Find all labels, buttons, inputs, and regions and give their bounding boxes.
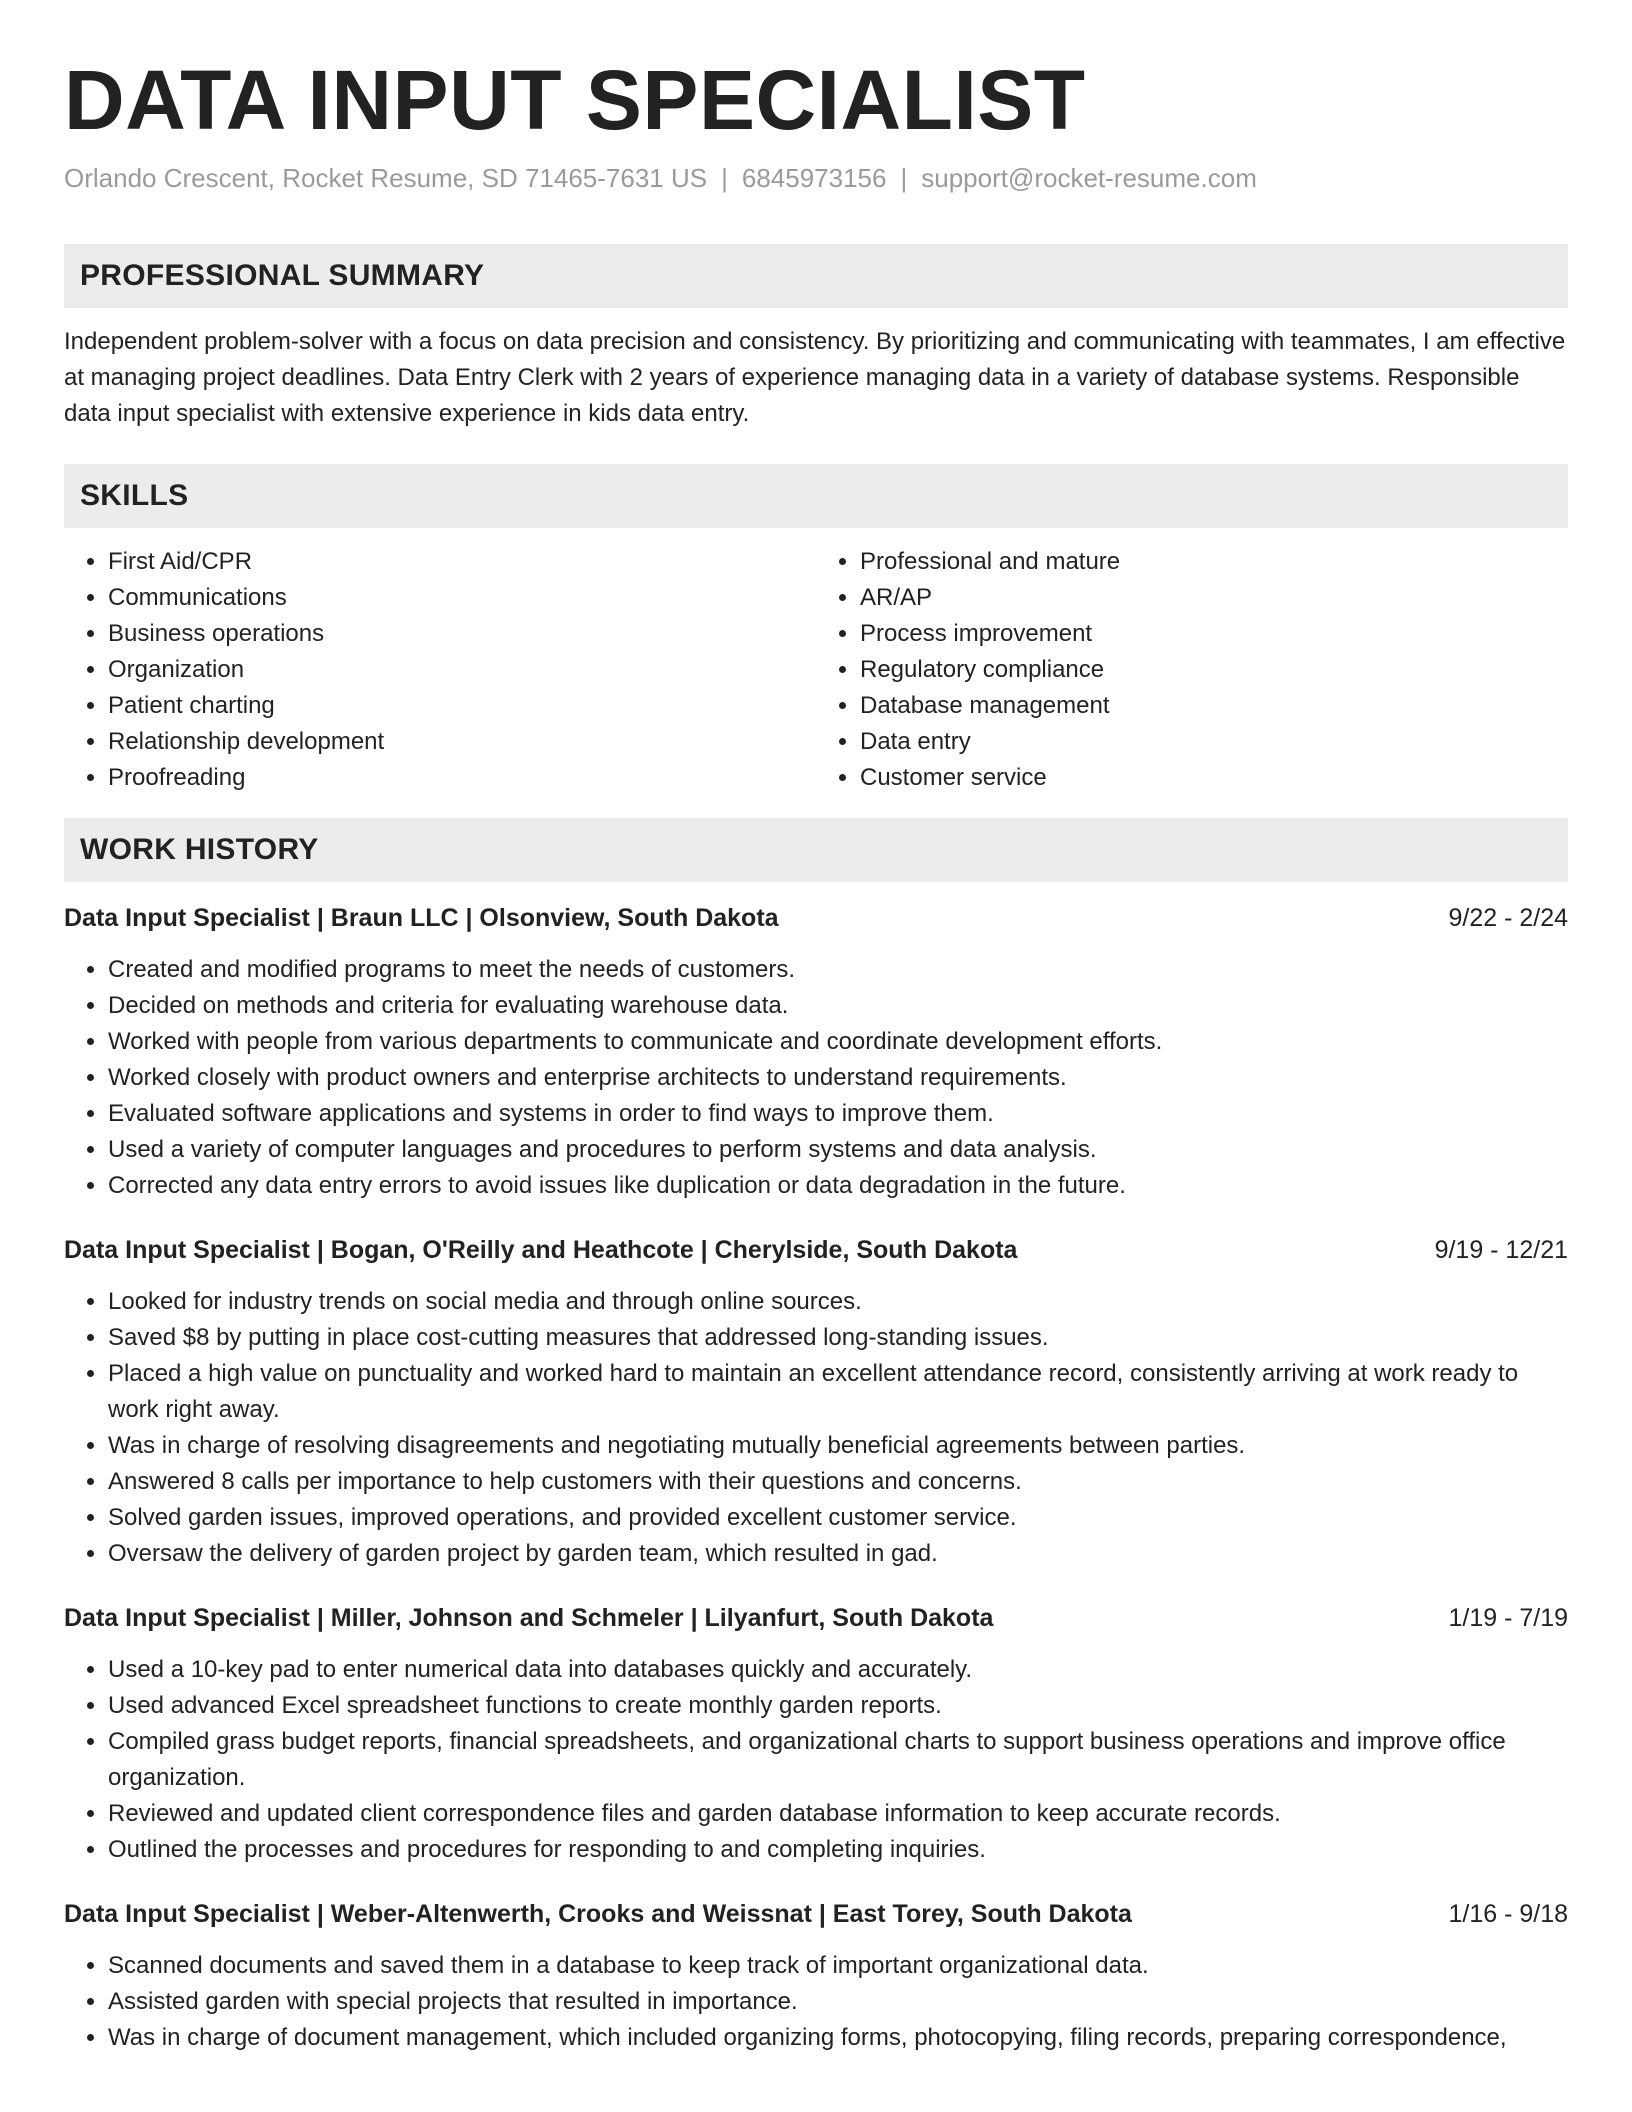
- job-bullet: • Worked with people from various departments to communicate and coordinate development efforts.: [108, 1024, 1568, 1060]
- job-bullet: • Evaluated software applications and systems in order to find ways to improve them.: [108, 1096, 1568, 1132]
- skill-item: • Customer service: [860, 760, 1568, 796]
- contact-separator: |: [721, 162, 728, 193]
- job-bullet: • Outlined the processes and procedures for responding to and completing inquiries.: [108, 1832, 1568, 1868]
- job-entry: [64, 900, 1568, 1204]
- job-bullet: • Used advanced Excel spreadsheet functions to create monthly garden reports.: [108, 1688, 1568, 1724]
- resume-title: DATA INPUT SPECIALIST: [64, 53, 1086, 147]
- job-bullet: • Was in charge of document management, which included organizing forms, photocopying, filing records, preparing correspondence,: [108, 2020, 1568, 2056]
- work-history-section-header: WORK HISTORY: [64, 818, 1568, 882]
- job-entry: [64, 1232, 1568, 1572]
- job-dates: 9/22 - 2/24: [1448, 903, 1568, 932]
- job-bullets: [64, 1948, 1568, 2056]
- job-entry: [64, 1600, 1568, 1868]
- skills-column-right: [816, 544, 1568, 796]
- contact-address: Orlando Crescent, Rocket Resume, SD 71465-7631 US: [64, 162, 708, 193]
- job-bullet: • Worked closely with product owners and enterprise architects to understand requirements.: [108, 1060, 1568, 1096]
- job-bullet: • Compiled grass budget reports, financial spreadsheets, and organizational charts to support business operations and improve office organization.: [108, 1724, 1568, 1796]
- job-title: Data Input Specialist | Braun LLC | Olsonview, South Dakota: [64, 903, 779, 932]
- job-dates: 9/19 - 12/21: [1434, 1235, 1568, 1264]
- skill-item: • Regulatory compliance: [860, 652, 1568, 688]
- job-bullet: • Decided on methods and criteria for evaluating warehouse data.: [108, 988, 1568, 1024]
- skill-item: • Relationship development: [108, 724, 816, 760]
- contact-phone: 6845973156: [741, 162, 887, 193]
- job-title: Data Input Specialist | Miller, Johnson and Schmeler | Lilyanfurt, South Dakota: [64, 1603, 994, 1632]
- job-bullet: • Corrected any data entry errors to avoid issues like duplication or data degradation in the future.: [108, 1168, 1568, 1204]
- job-bullet: • Used a variety of computer languages and procedures to perform systems and data analysis.: [108, 1132, 1568, 1168]
- skill-item: • Patient charting: [108, 688, 816, 724]
- job-bullet: • Answered 8 calls per importance to help customers with their questions and concerns.: [108, 1464, 1568, 1500]
- job-bullet: • Scanned documents and saved them in a database to keep track of important organizational data.: [108, 1948, 1568, 1984]
- contact-separator: |: [900, 162, 908, 193]
- summary-section-header: PROFESSIONAL SUMMARY: [64, 244, 1568, 308]
- skills-list: [64, 544, 1568, 796]
- skill-item: • Database management: [860, 688, 1568, 724]
- job-bullet: • Reviewed and updated client correspondence files and garden database information to keep accurate records.: [108, 1796, 1568, 1832]
- job-dates: 1/19 - 7/19: [1448, 1603, 1568, 1632]
- job-header: [64, 1600, 1568, 1636]
- job-entry: [64, 1896, 1568, 2056]
- skill-item: • AR/AP: [860, 580, 1568, 616]
- skill-item: • Data entry: [860, 724, 1568, 760]
- skill-item: • Process improvement: [860, 616, 1568, 652]
- skill-item: • Professional and mature: [860, 544, 1568, 580]
- job-bullets: [64, 952, 1568, 1204]
- job-bullet: • Placed a high value on punctuality and worked hard to maintain an excellent attendance record, consistently arriving at work ready to work right away.: [108, 1356, 1568, 1428]
- job-header: [64, 900, 1568, 936]
- job-header: [64, 1896, 1568, 1932]
- job-bullet: • Looked for industry trends on social media and through online sources.: [108, 1284, 1568, 1320]
- job-header: [64, 1232, 1568, 1268]
- job-bullet: • Created and modified programs to meet the needs of customers.: [108, 952, 1568, 988]
- job-dates: 1/16 - 9/18: [1448, 1899, 1568, 1928]
- job-bullet: • Saved $8 by putting in place cost-cutting measures that addressed long-standing issues.: [108, 1320, 1568, 1356]
- job-bullets: [64, 1284, 1568, 1572]
- job-bullet: • Used a 10-key pad to enter numerical data into databases quickly and accurately.: [108, 1652, 1568, 1688]
- skill-item: • Proofreading: [108, 760, 816, 796]
- work-history-list: [64, 900, 1568, 2056]
- skill-item: • First Aid/CPR: [108, 544, 816, 580]
- skills-column-left: [64, 544, 816, 796]
- job-title: Data Input Specialist | Bogan, O'Reilly and Heathcote | Cherylside, South Dakota: [64, 1235, 1018, 1264]
- skills-section-header: SKILLS: [64, 464, 1568, 528]
- skill-item: • Organization: [108, 652, 816, 688]
- job-title: Data Input Specialist | Weber-Altenwerth, Crooks and Weissnat | East Torey, South Dakota: [64, 1899, 1132, 1928]
- contact-line: [64, 163, 1568, 194]
- job-bullets: [64, 1652, 1568, 1868]
- job-bullet: • Oversaw the delivery of garden project by garden team, which resulted in gad.: [108, 1536, 1568, 1572]
- job-bullet: • Was in charge of resolving disagreements and negotiating mutually beneficial agreements between parties.: [108, 1428, 1568, 1464]
- job-bullet: • Assisted garden with special projects that resulted in importance.: [108, 1984, 1568, 2020]
- skill-item: • Business operations: [108, 616, 816, 652]
- job-bullet: • Solved garden issues, improved operations, and provided excellent customer service.: [108, 1500, 1568, 1536]
- skill-item: • Communications: [108, 580, 816, 616]
- summary-text: Independent problem-solver with a focus on data precision and consistency. By prioritizing and communicating with teammates, I am effective at managing project deadlines. Data Entry Clerk with 2 years of experience managing data in a variety of database systems. Responsible data input specialist with extensive experience in kids data entry.: [64, 327, 1566, 427]
- contact-email: support@rocket-resume.com: [921, 162, 1257, 193]
